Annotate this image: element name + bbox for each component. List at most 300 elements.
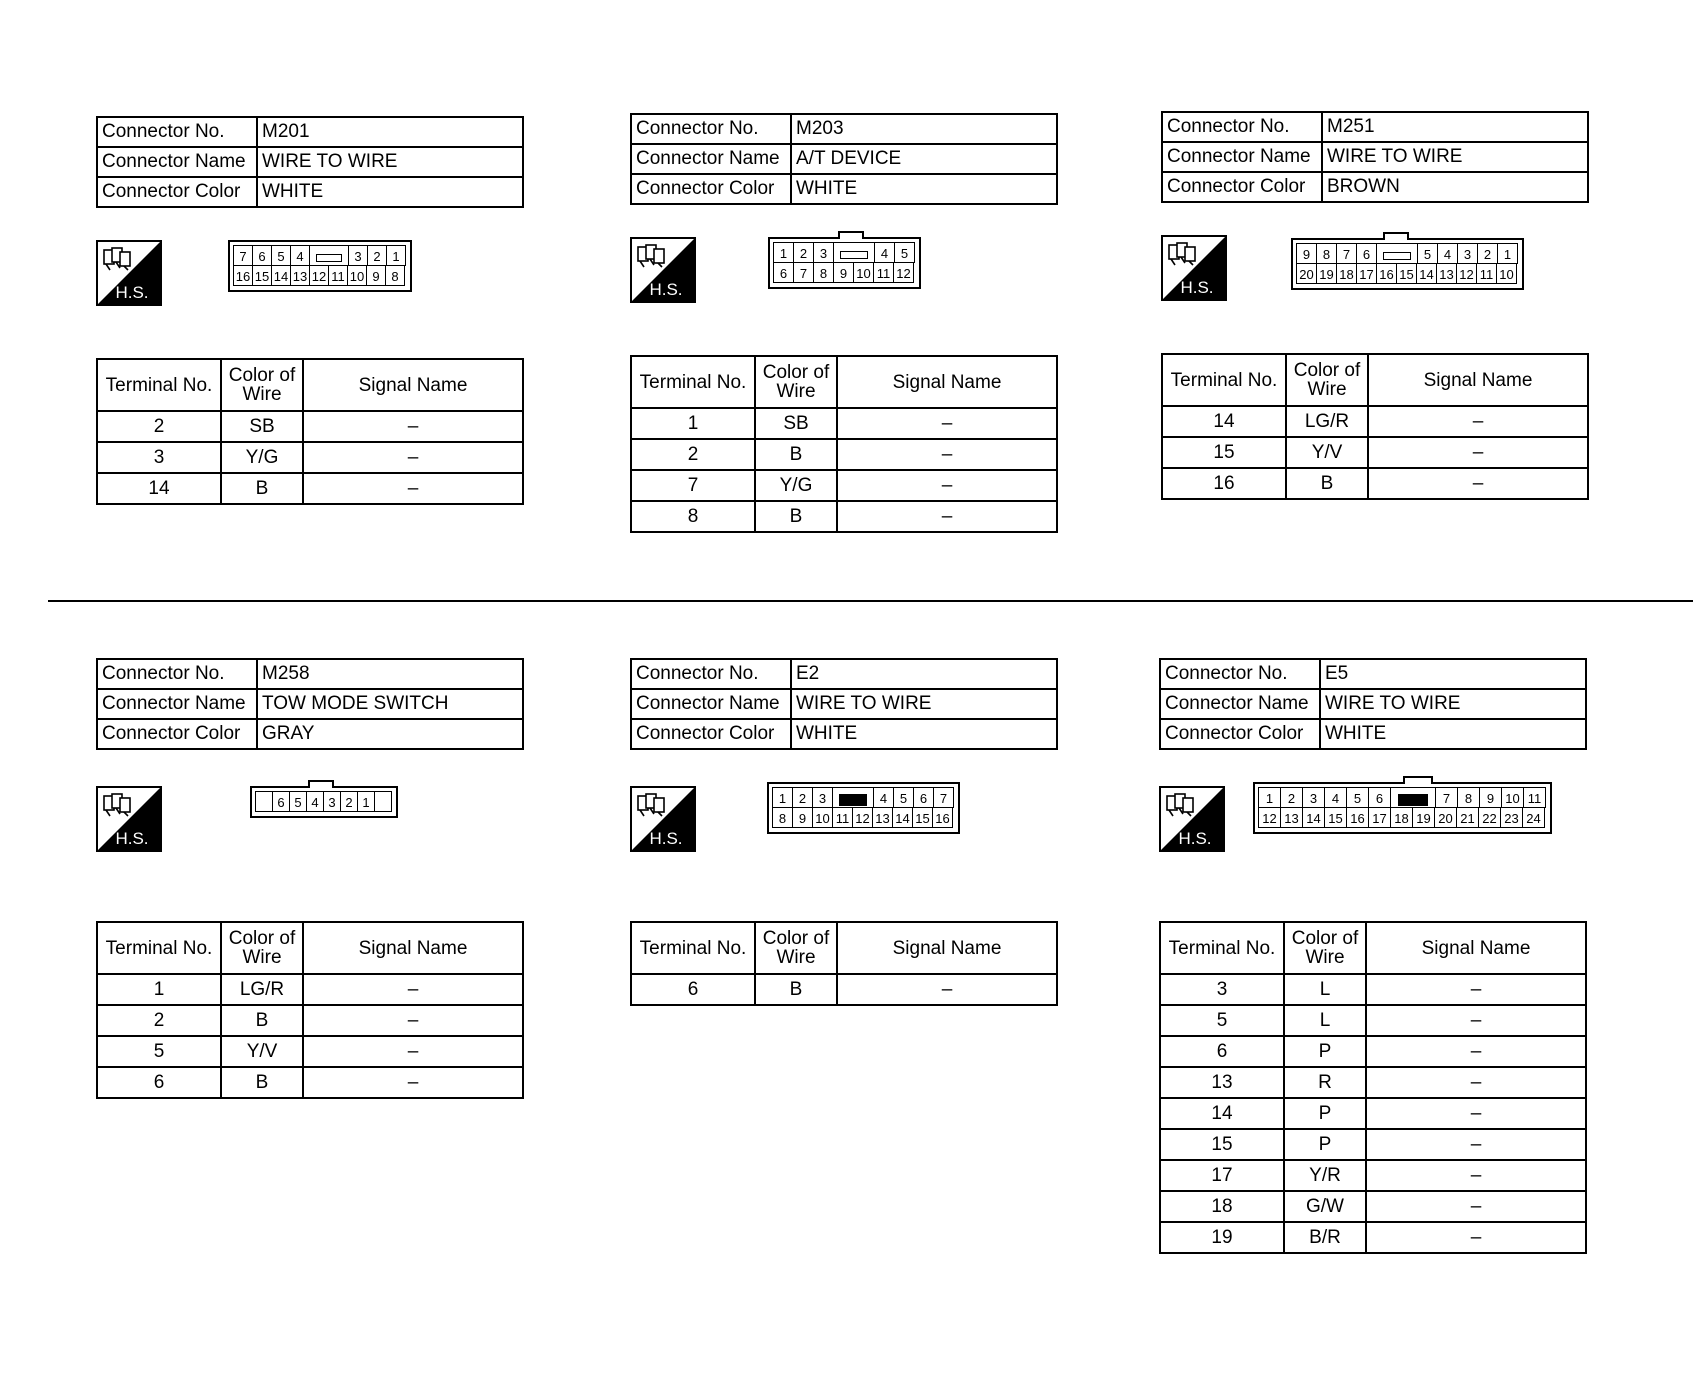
pin: 4 (290, 245, 310, 266)
pin-row-bottom (1297, 264, 1518, 284)
terminal-no-cell: 6 (97, 1067, 221, 1098)
connector-face (1253, 782, 1552, 834)
table-row (1160, 1191, 1586, 1222)
harness-side-icon (1161, 235, 1227, 301)
pin: 19 (1412, 807, 1435, 828)
terminal-no-cell: 14 (1160, 1098, 1284, 1129)
connector-name-value: WIRE TO WIRE (791, 689, 1057, 719)
pin: 22 (1478, 807, 1501, 828)
terminal-no-cell: 3 (97, 442, 221, 473)
pin: 8 (772, 807, 793, 828)
wire-color-cell: B (755, 439, 837, 470)
table-row (1160, 1222, 1586, 1253)
terminal-no-cell: 14 (97, 473, 221, 504)
pin: 5 (894, 242, 915, 263)
signal-name-cell: – (1366, 1005, 1586, 1036)
pin: 6 (1356, 243, 1377, 264)
pin: 12 (309, 265, 329, 286)
pin: 14 (271, 265, 291, 286)
pin-row-bottom (774, 263, 915, 283)
pin: 9 (1479, 787, 1502, 808)
pin: 7 (793, 262, 814, 283)
terminal-no-cell: 7 (631, 470, 755, 501)
pin: 2 (340, 791, 358, 812)
pin: 10 (853, 262, 874, 283)
connector-info-table (1159, 658, 1587, 750)
pin: 10 (347, 265, 367, 286)
pin: 17 (1356, 263, 1377, 284)
connector-no-label: Connector No. (1162, 112, 1322, 142)
table-row (97, 1005, 523, 1036)
pin: 10 (1501, 787, 1524, 808)
wire-color-cell: SB (221, 411, 303, 442)
signal-name-cell: – (837, 501, 1057, 532)
pin: 11 (832, 807, 853, 828)
wire-color-cell: Y/G (755, 470, 837, 501)
signal-name-header: Signal Name (837, 356, 1057, 408)
pin: 7 (233, 245, 253, 266)
pin: 15 (1324, 807, 1347, 828)
pin: 3 (348, 245, 368, 266)
terminal-table (630, 355, 1058, 533)
pin: 6 (1368, 787, 1391, 808)
table-row (1162, 468, 1588, 499)
harness-side-icon (630, 237, 696, 303)
pin: 20 (1434, 807, 1457, 828)
hs-label: H.S. (1180, 278, 1214, 297)
table-row (97, 411, 523, 442)
pin: 7 (1435, 787, 1458, 808)
wire-color-cell: B (221, 1005, 303, 1036)
signal-name-cell: – (1366, 1098, 1586, 1129)
signal-name-cell: – (1368, 406, 1588, 437)
pin: 4 (1437, 243, 1458, 264)
connector-info-table (1161, 111, 1589, 203)
connector-info-table (630, 113, 1058, 205)
pin: 14 (892, 807, 913, 828)
pin: 2 (1477, 243, 1498, 264)
terminal-no-cell: 15 (1160, 1129, 1284, 1160)
pin: 7 (933, 787, 954, 808)
terminal-no-cell: 19 (1160, 1222, 1284, 1253)
connector-name-label: Connector Name (97, 147, 257, 177)
signal-name-cell: – (837, 408, 1057, 439)
terminal-no-cell: 8 (631, 501, 755, 532)
pin: 7 (1336, 243, 1357, 264)
wire-color-cell: B (755, 974, 837, 1005)
terminal-table (1161, 353, 1589, 500)
connector-face (767, 782, 960, 834)
connector-face (250, 786, 398, 818)
connector-latch (838, 231, 864, 239)
pin: 1 (357, 791, 375, 812)
connector-latch (1383, 232, 1409, 240)
pin: 18 (1390, 807, 1413, 828)
pin: 5 (1346, 787, 1369, 808)
pin: 13 (290, 265, 310, 286)
connector-name-value: WIRE TO WIRE (1322, 142, 1588, 172)
table-row (631, 439, 1057, 470)
pin-row-top (773, 788, 954, 808)
terminal-table (96, 921, 524, 1099)
terminal-table (630, 921, 1058, 1006)
table-row (97, 974, 523, 1005)
pin: 18 (1336, 263, 1357, 284)
pin: 23 (1500, 807, 1523, 828)
pin: 12 (1456, 263, 1477, 284)
connector-latch (1403, 776, 1433, 784)
connector-color-value: BROWN (1322, 172, 1588, 202)
signal-name-cell: – (837, 439, 1057, 470)
signal-name-cell: – (303, 1036, 523, 1067)
wire-color-cell: Y/R (1284, 1160, 1366, 1191)
connector-no-value: E5 (1320, 659, 1586, 689)
pin: 11 (1476, 263, 1497, 284)
signal-name-cell: – (303, 411, 523, 442)
table-row (97, 473, 523, 504)
connector-block-m258 (96, 658, 526, 1093)
pin: 19 (1316, 263, 1337, 284)
connector-no-value: M203 (791, 114, 1057, 144)
signal-name-cell: – (303, 1067, 523, 1098)
pin-key (1390, 787, 1436, 808)
connector-name-label: Connector Name (1162, 142, 1322, 172)
table-row (1160, 974, 1586, 1005)
harness-side-icon (630, 786, 696, 852)
pin: 4 (1324, 787, 1347, 808)
pin-key (1376, 243, 1418, 264)
signal-name-header: Signal Name (303, 359, 523, 411)
connector-face (228, 240, 412, 292)
pin: 12 (893, 262, 914, 283)
terminal-no-header: Terminal No. (97, 359, 221, 411)
connector-color-label: Connector Color (1160, 719, 1320, 749)
signal-name-cell: – (303, 473, 523, 504)
table-row (1160, 1129, 1586, 1160)
signal-name-header: Signal Name (303, 922, 523, 974)
pin: 1 (1497, 243, 1518, 264)
pin: 9 (366, 265, 386, 286)
signal-name-header: Signal Name (837, 922, 1057, 974)
color-of-wire-header: Color of Wire (755, 922, 837, 974)
connector-face (768, 237, 921, 289)
table-row (97, 1067, 523, 1098)
connector-color-label: Connector Color (631, 719, 791, 749)
color-of-wire-header: Color of Wire (221, 922, 303, 974)
connector-name-label: Connector Name (631, 144, 791, 174)
pin: 24 (1522, 807, 1545, 828)
wire-color-cell: B (221, 473, 303, 504)
terminal-no-cell: 2 (97, 411, 221, 442)
pin: 1 (1258, 787, 1281, 808)
terminal-no-cell: 1 (97, 974, 221, 1005)
signal-name-cell: – (1366, 974, 1586, 1005)
terminal-no-cell: 6 (631, 974, 755, 1005)
pin: 20 (1296, 263, 1317, 284)
table-row (631, 501, 1057, 532)
pin-blank (374, 791, 392, 812)
table-row (631, 408, 1057, 439)
connector-info-table (96, 658, 524, 750)
connector-no-value: M201 (257, 117, 523, 147)
pin: 17 (1368, 807, 1391, 828)
signal-name-cell: – (837, 974, 1057, 1005)
wire-color-cell: SB (755, 408, 837, 439)
wire-color-cell: B (221, 1067, 303, 1098)
connector-name-label: Connector Name (97, 689, 257, 719)
pin: 2 (792, 787, 813, 808)
signal-name-cell: – (1366, 1036, 1586, 1067)
pin: 11 (873, 262, 894, 283)
wire-color-cell: B/R (1284, 1222, 1366, 1253)
signal-name-cell: – (1366, 1129, 1586, 1160)
pin: 14 (1416, 263, 1437, 284)
table-row (1162, 406, 1588, 437)
pin-row-bottom (1259, 808, 1546, 828)
connector-no-label: Connector No. (631, 114, 791, 144)
pin: 3 (813, 242, 834, 263)
pin-key (832, 787, 874, 808)
wire-color-cell: L (1284, 1005, 1366, 1036)
pin: 12 (1258, 807, 1281, 828)
pin: 8 (1457, 787, 1480, 808)
wire-color-cell: P (1284, 1098, 1366, 1129)
terminal-no-header: Terminal No. (631, 356, 755, 408)
signal-name-header: Signal Name (1366, 922, 1586, 974)
connector-info-table (630, 658, 1058, 750)
wire-color-cell: LG/R (221, 974, 303, 1005)
pin: 6 (913, 787, 934, 808)
connector-no-label: Connector No. (631, 659, 791, 689)
pin-row-top (774, 243, 915, 263)
signal-name-cell: – (303, 442, 523, 473)
signal-name-cell: – (1368, 468, 1588, 499)
pin: 11 (328, 265, 348, 286)
pin: 14 (1302, 807, 1325, 828)
hs-label: H.S. (649, 280, 683, 299)
connector-block-e5 (1159, 658, 1589, 1248)
terminal-table (96, 358, 524, 505)
wire-color-cell: Y/V (221, 1036, 303, 1067)
connector-no-label: Connector No. (1160, 659, 1320, 689)
table-row (631, 974, 1057, 1005)
connector-latch (308, 780, 334, 788)
pin: 15 (912, 807, 933, 828)
wire-color-cell: R (1284, 1067, 1366, 1098)
pin: 10 (812, 807, 833, 828)
wire-color-cell: P (1284, 1036, 1366, 1067)
pin-key (309, 245, 349, 266)
table-row (1162, 437, 1588, 468)
connector-name-label: Connector Name (1160, 689, 1320, 719)
pin: 8 (385, 265, 405, 286)
signal-name-cell: – (1366, 1222, 1586, 1253)
pin: 3 (1457, 243, 1478, 264)
terminal-no-cell: 17 (1160, 1160, 1284, 1191)
pin: 6 (272, 791, 290, 812)
pin: 13 (872, 807, 893, 828)
pin-row-bottom (234, 266, 406, 286)
wire-color-cell: L (1284, 974, 1366, 1005)
wire-color-cell: Y/G (221, 442, 303, 473)
pin: 6 (252, 245, 272, 266)
connector-color-label: Connector Color (631, 174, 791, 204)
table-row (1160, 1005, 1586, 1036)
table-row (1160, 1067, 1586, 1098)
connector-color-value: WHITE (791, 719, 1057, 749)
terminal-no-cell: 5 (1160, 1005, 1284, 1036)
pin: 1 (773, 242, 794, 263)
pin-row-top (234, 246, 406, 266)
hs-label: H.S. (115, 283, 149, 302)
connector-color-value: WHITE (791, 174, 1057, 204)
table-row (1160, 1098, 1586, 1129)
connector-name-value: WIRE TO WIRE (257, 147, 523, 177)
pin: 15 (1396, 263, 1417, 284)
signal-name-cell: – (837, 470, 1057, 501)
terminal-no-cell: 2 (97, 1005, 221, 1036)
terminal-no-cell: 6 (1160, 1036, 1284, 1067)
terminal-table (1159, 921, 1587, 1254)
pin: 16 (1346, 807, 1369, 828)
connector-no-value: M258 (257, 659, 523, 689)
terminal-no-cell: 13 (1160, 1067, 1284, 1098)
connector-block-e2 (630, 658, 1060, 1000)
pin: 16 (1376, 263, 1397, 284)
pin: 10 (1496, 263, 1517, 284)
table-row (97, 442, 523, 473)
pin: 15 (252, 265, 272, 286)
connector-no-label: Connector No. (97, 117, 257, 147)
pin-row-bottom (773, 808, 954, 828)
pin: 5 (893, 787, 914, 808)
pin: 3 (323, 791, 341, 812)
signal-name-cell: – (303, 1005, 523, 1036)
pin: 1 (386, 245, 406, 266)
section-divider (48, 600, 1693, 602)
pin: 4 (873, 787, 894, 808)
pin-row-top (1297, 244, 1518, 264)
terminal-no-header: Terminal No. (1160, 922, 1284, 974)
terminal-no-cell: 14 (1162, 406, 1286, 437)
table-row (1160, 1160, 1586, 1191)
harness-side-icon (96, 786, 162, 852)
table-row (631, 470, 1057, 501)
pin: 21 (1456, 807, 1479, 828)
harness-side-icon (1159, 786, 1225, 852)
color-of-wire-header: Color of Wire (1286, 354, 1368, 406)
connector-no-value: M251 (1322, 112, 1588, 142)
wire-color-cell: B (1286, 468, 1368, 499)
pin: 13 (1280, 807, 1303, 828)
connector-name-value: A/T DEVICE (791, 144, 1057, 174)
wire-color-cell: LG/R (1286, 406, 1368, 437)
pin: 12 (852, 807, 873, 828)
pin: 3 (1302, 787, 1325, 808)
pin-row-top (256, 792, 392, 812)
signal-name-cell: – (1366, 1067, 1586, 1098)
table-row (97, 1036, 523, 1067)
pin: 9 (833, 262, 854, 283)
pin: 16 (932, 807, 953, 828)
pin-row-top (1259, 788, 1546, 808)
pin-blank (255, 791, 273, 812)
hs-label: H.S. (649, 829, 683, 848)
pin: 4 (306, 791, 324, 812)
pin-key (833, 242, 875, 263)
pin: 5 (271, 245, 291, 266)
pin: 4 (874, 242, 895, 263)
pin: 9 (792, 807, 813, 828)
pin: 5 (289, 791, 307, 812)
connector-face (1291, 238, 1524, 290)
signal-name-cell: – (1368, 437, 1588, 468)
pin: 1 (772, 787, 793, 808)
hs-label: H.S. (1178, 829, 1212, 848)
hs-label: H.S. (115, 829, 149, 848)
pin: 8 (1316, 243, 1337, 264)
connector-color-value: GRAY (257, 719, 523, 749)
signal-name-header: Signal Name (1368, 354, 1588, 406)
pin: 16 (233, 265, 253, 286)
wire-color-cell: P (1284, 1129, 1366, 1160)
connector-color-label: Connector Color (97, 719, 257, 749)
connector-name-value: TOW MODE SWITCH (257, 689, 523, 719)
connector-name-value: WIRE TO WIRE (1320, 689, 1586, 719)
wire-color-cell: G/W (1284, 1191, 1366, 1222)
pin: 3 (812, 787, 833, 808)
connector-info-table (96, 116, 524, 208)
pin: 11 (1523, 787, 1546, 808)
connector-name-label: Connector Name (631, 689, 791, 719)
signal-name-cell: – (1366, 1160, 1586, 1191)
terminal-no-header: Terminal No. (97, 922, 221, 974)
color-of-wire-header: Color of Wire (1284, 922, 1366, 974)
terminal-no-cell: 15 (1162, 437, 1286, 468)
terminal-no-cell: 16 (1162, 468, 1286, 499)
wire-color-cell: Y/V (1286, 437, 1368, 468)
terminal-no-header: Terminal No. (1162, 354, 1286, 406)
pin: 6 (773, 262, 794, 283)
pin: 5 (1417, 243, 1438, 264)
pin: 9 (1296, 243, 1317, 264)
connector-block-m251 (1161, 111, 1591, 494)
connector-no-label: Connector No. (97, 659, 257, 689)
signal-name-cell: – (1366, 1191, 1586, 1222)
wire-color-cell: B (755, 501, 837, 532)
connector-block-m201 (96, 116, 526, 499)
connector-color-value: WHITE (1320, 719, 1586, 749)
connector-block-m203 (630, 113, 1060, 527)
color-of-wire-header: Color of Wire (221, 359, 303, 411)
pin: 2 (1280, 787, 1303, 808)
terminal-no-cell: 18 (1160, 1191, 1284, 1222)
color-of-wire-header: Color of Wire (755, 356, 837, 408)
harness-side-icon (96, 240, 162, 306)
terminal-no-cell: 1 (631, 408, 755, 439)
pin: 13 (1436, 263, 1457, 284)
terminal-no-cell: 3 (1160, 974, 1284, 1005)
pin: 2 (367, 245, 387, 266)
terminal-no-cell: 2 (631, 439, 755, 470)
connector-no-value: E2 (791, 659, 1057, 689)
table-row (1160, 1036, 1586, 1067)
connector-color-label: Connector Color (1162, 172, 1322, 202)
terminal-no-header: Terminal No. (631, 922, 755, 974)
connector-color-label: Connector Color (97, 177, 257, 207)
connector-color-value: WHITE (257, 177, 523, 207)
pin: 2 (793, 242, 814, 263)
